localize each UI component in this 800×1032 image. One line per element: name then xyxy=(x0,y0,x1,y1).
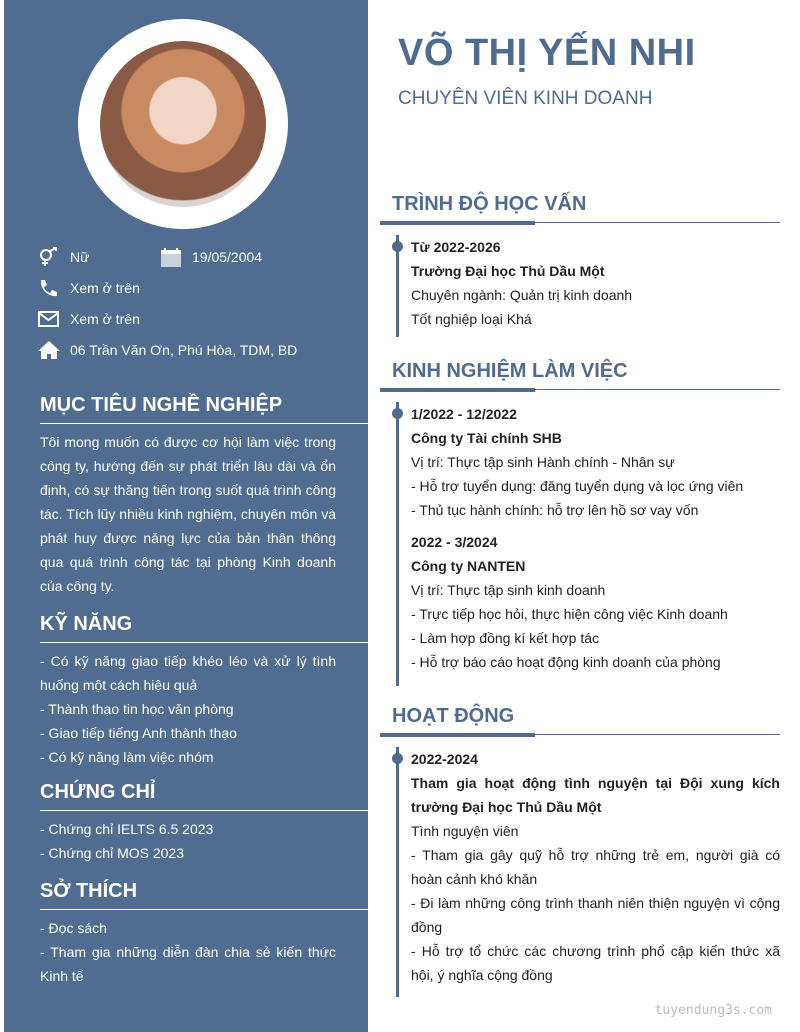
phone-icon xyxy=(38,278,60,298)
hobbies-heading: SỞ THÍCH xyxy=(40,880,368,910)
job-line: - Trực tiếp học hỏi, thực hiện công việc Kinh doanh xyxy=(411,606,728,622)
gender: Nữ xyxy=(70,249,90,265)
dob: 19/05/2004 xyxy=(192,249,263,265)
timeline-dot xyxy=(392,753,403,764)
job-company: Công ty NANTEN xyxy=(411,558,526,574)
education-line: Tốt nghiệp loại Khá xyxy=(411,311,532,327)
gender-row xyxy=(38,247,89,267)
candidate-name: VÕ THỊ YẾN NHI xyxy=(398,32,696,74)
mail-icon xyxy=(38,309,60,329)
job-line: - Hỗ trợ tuyển dụng: đăng tuyển dụng và lọc ứng viên xyxy=(411,478,744,494)
skills-heading: KỸ NĂNG xyxy=(40,613,368,643)
job-line: Vị trí: Thực tập sinh Hành chính - Nhân sự xyxy=(411,454,675,470)
hobby-item: - Đọc sách xyxy=(40,920,107,936)
hobbies-list xyxy=(40,916,336,988)
email-row xyxy=(38,309,140,329)
home-icon xyxy=(38,340,60,360)
cert-item: - Chứng chỉ MOS 2023 xyxy=(40,845,184,861)
address-row xyxy=(38,340,297,360)
job-line: - Hỗ trợ báo cáo hoạt động kinh doanh của phòng xyxy=(411,654,721,670)
job-company: Công ty Tài chính SHB xyxy=(411,430,562,446)
dob-row xyxy=(160,247,262,267)
phone-row xyxy=(38,278,140,298)
education-period: Từ 2022-2026 xyxy=(411,239,501,255)
skill-item: - Giao tiếp tiếng Anh thành thạo xyxy=(40,725,237,741)
education-entry xyxy=(396,235,780,337)
job-title: CHUYÊN VIÊN KINH DOANH xyxy=(398,88,653,109)
job-period: 1/2022 - 12/2022 xyxy=(411,406,517,422)
experience-entry xyxy=(396,402,780,686)
phone: Xem ở trên xyxy=(70,280,140,296)
email: Xem ở trên xyxy=(70,311,140,327)
skill-item: - Có kỹ năng giao tiếp khéo léo và xử lý tình huống một cách hiệu quả xyxy=(40,653,336,693)
timeline-dot xyxy=(392,408,403,419)
activity-line: - Hỗ trợ tổ chức các chương trình phổ cập kiến thức xã hội, ý nghĩa cộng đồng xyxy=(411,943,780,983)
objective-heading: MỤC TIÊU NGHỀ NGHIỆP xyxy=(40,394,368,424)
objective-text: Tôi mong muốn có được cơ hội làm việc trong công ty, hướng đến sự phát triển lâu dài và ổn định, có sự thăng tiến trong suốt quá trình công tác. Tích lũy nhiều kinh nghiệm, chuyên môn và phát huy được năng lực của bản thân thông qua quá trình công tác tại phòng Kinh doanh của công ty. xyxy=(40,434,336,594)
address: 06 Trần Văn Ơn, Phú Hòa, TDM, BD xyxy=(70,342,298,358)
activity-title: Tham gia hoạt động tình nguyện tại Đội xung kích trường Đại học Thủ Dầu Một xyxy=(411,775,780,815)
education-heading: TRÌNH ĐỘ HỌC VẤN xyxy=(380,193,780,223)
activity-entry xyxy=(396,747,780,997)
skill-item: - Thành thạo tin học văn phòng xyxy=(40,701,234,717)
certs-list xyxy=(40,817,336,865)
avatar-frame xyxy=(78,19,288,229)
gender-icon xyxy=(38,247,60,267)
job-line: - Thủ tục hành chính: hỗ trợ lên hồ sơ vay vốn xyxy=(411,502,699,518)
experience-heading: KINH NGHIỆM LÀM VIỆC xyxy=(380,360,780,390)
cert-item: - Chứng chỉ IELTS 6.5 2023 xyxy=(40,821,214,837)
skills-list xyxy=(40,649,336,769)
watermark: tuyendung3s.com xyxy=(654,1003,772,1018)
timeline-dot xyxy=(392,241,403,252)
job-period: 2022 - 3/2024 xyxy=(411,534,498,550)
avatar xyxy=(100,41,266,207)
hobby-item: - Tham gia những diễn đàn chia sẻ kiến thức Kinh tế xyxy=(40,944,336,984)
education-line: Chuyên ngành: Quản trị kinh doanh xyxy=(411,287,633,303)
activity-period: 2022-2024 xyxy=(411,751,478,767)
job-line: - Làm hợp đồng kí kết hợp tác xyxy=(411,630,600,646)
skill-item: - Có kỹ năng làm việc nhóm xyxy=(40,749,214,765)
activity-line: - Đi làm những công trình thanh niên thiện nguyện vì cộng đồng xyxy=(411,895,780,935)
job-line: Vị trí: Thực tập sinh kinh doanh xyxy=(411,582,606,598)
sidebar xyxy=(4,0,368,1032)
certs-heading: CHỨNG CHỈ xyxy=(40,781,368,811)
education-school: Trường Đại học Thủ Dầu Một xyxy=(411,263,605,279)
activity-line: Tình nguyện viên xyxy=(411,823,519,839)
activities-heading: HOẠT ĐỘNG xyxy=(380,705,780,735)
calendar-icon xyxy=(160,247,182,267)
activity-line: - Tham gia gây quỹ hỗ trợ những trẻ em, người già có hoàn cảnh khó khăn xyxy=(411,847,780,887)
